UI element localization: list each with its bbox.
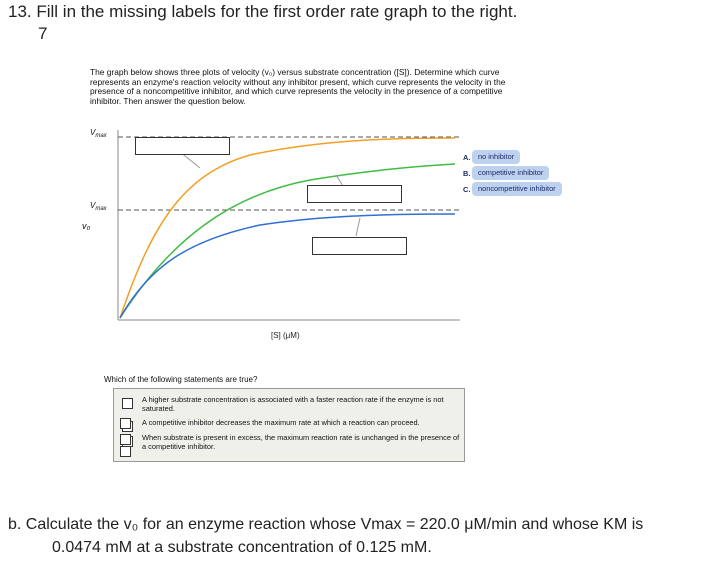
connector-line-3 — [356, 218, 360, 236]
part-b-line-1: b. Calculate the v₀ for an enzyme reaction whose Vmax = 220.0 μM/min and whose KM is — [8, 516, 644, 533]
label-drop-box-3[interactable] — [312, 237, 407, 255]
answer-letter: B. — [463, 169, 471, 178]
label-drop-box-1[interactable] — [135, 137, 230, 155]
blue-curve — [120, 214, 455, 318]
orange-curve — [120, 138, 455, 318]
part-b-line-2: 0.0474 mM at a substrate concentration of 0.125 mM. — [52, 539, 432, 556]
intro-text: The graph below shows three plots of velocity (v₀) versus substrate concentration ([S]). Determine which curve represents an enzyme's reaction velocity without any inhibitor present, which curve represents the velocity in the presence of a noncompetitive inhibitor, and which curve represents the velocity in the presence of a competitive inhibitor. Then answer the question below. — [90, 67, 506, 106]
question-number: 7 — [38, 24, 48, 43]
statements-question: Which of the following statements are true? — [104, 375, 258, 384]
x-axis-label: [S] (μM) — [271, 331, 300, 340]
part-b-question — [8, 513, 708, 559]
vmax-label-top: $V_{max}$ — [90, 128, 107, 139]
statement-text-1: A higher substrate concentration is associated with a faster reaction rate if the enzyme is not saturated. — [142, 395, 444, 413]
answer-chip-noncompetitive-inhibitor[interactable]: noncompetitive inhibitor — [472, 182, 562, 196]
answer-letter: C. — [463, 185, 471, 194]
extra-checkbox-1[interactable] — [120, 418, 131, 429]
vmax-label-bottom: $V_{max}$ — [90, 201, 107, 212]
y-axis-label: v₀ — [82, 221, 91, 231]
question-title: 13. Fill in the missing labels for the first order rate graph to the right. — [8, 2, 518, 21]
extra-checkbox-2[interactable] — [120, 434, 131, 445]
statement-text-3: When substrate is present in excess, the maximum reaction rate is unchanged in the presence of a competitive inhibitor. — [142, 433, 460, 451]
answer-chip-no-inhibitor[interactable]: no inhibitor — [472, 150, 520, 164]
extra-checkbox-3[interactable] — [120, 446, 131, 457]
answer-chip-competitive-inhibitor[interactable]: competitive inhibitor — [472, 166, 549, 180]
answer-letter: A. — [463, 153, 471, 162]
statement-text-2: A competitive inhibitor decreases the maximum rate at which a reaction can proceed. — [142, 418, 420, 427]
statement-checkbox-1[interactable] — [122, 398, 133, 409]
label-drop-box-2[interactable] — [307, 185, 402, 203]
statements-panel — [113, 388, 465, 462]
